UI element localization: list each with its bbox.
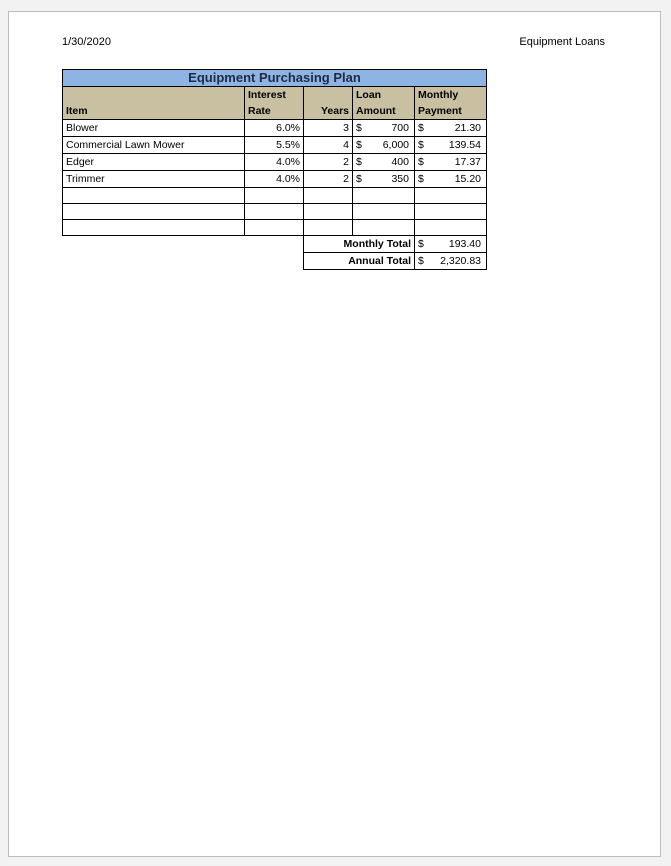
cell-rate: 4.0% xyxy=(245,171,304,188)
table-row xyxy=(63,120,487,137)
print-page xyxy=(8,11,661,857)
cell-years: 3 xyxy=(304,120,353,137)
cell-years: 2 xyxy=(304,154,353,171)
cell-item: Blower xyxy=(63,120,245,137)
cell-loan: $ 350 xyxy=(353,171,415,188)
col-header-monthly-payment: Monthly Payment xyxy=(415,87,487,120)
table-title: Equipment Purchasing Plan xyxy=(63,70,487,87)
empty-table-row xyxy=(63,188,487,204)
table-row xyxy=(63,137,487,154)
col-header-item: Item xyxy=(63,87,245,120)
cell-payment: $ 15.20 xyxy=(415,171,487,188)
empty-table-row xyxy=(63,220,487,236)
col-header-years: Years xyxy=(304,87,353,120)
cell-loan: $ 400 xyxy=(353,154,415,171)
cell-payment: $ 17.37 xyxy=(415,154,487,171)
cell-payment: $ 21.30 xyxy=(415,120,487,137)
cell-years: 2 xyxy=(304,171,353,188)
cell-item: Commercial Lawn Mower xyxy=(63,137,245,154)
annual-total-label: Annual Total xyxy=(304,253,415,270)
col-header-loan-amount: Loan Amount xyxy=(353,87,415,120)
column-header-row xyxy=(63,87,487,120)
cell-loan: $ 700 xyxy=(353,120,415,137)
cell-item: Edger xyxy=(63,154,245,171)
annual-total-row xyxy=(63,253,487,270)
equipment-plan-table xyxy=(62,69,487,270)
table-title-row xyxy=(63,70,487,87)
cell-payment: $ 139.54 xyxy=(415,137,487,154)
table-row xyxy=(63,171,487,188)
monthly-total-label: Monthly Total xyxy=(304,236,415,253)
cell-rate: 6.0% xyxy=(245,120,304,137)
annual-total-value: $ 2,320.83 xyxy=(415,253,487,270)
table-row xyxy=(63,154,487,171)
cell-loan: $ 6,000 xyxy=(353,137,415,154)
page-header-date: 1/30/2020 xyxy=(62,36,111,48)
cell-rate: 4.0% xyxy=(245,154,304,171)
col-header-interest-rate: Interest Rate xyxy=(245,87,304,120)
cell-rate: 5.5% xyxy=(245,137,304,154)
cell-years: 4 xyxy=(304,137,353,154)
empty-table-row xyxy=(63,204,487,220)
monthly-total-row xyxy=(63,236,487,253)
cell-item: Trimmer xyxy=(63,171,245,188)
monthly-total-value: $ 193.40 xyxy=(415,236,487,253)
page-header-sheet-name: Equipment Loans xyxy=(519,36,605,48)
